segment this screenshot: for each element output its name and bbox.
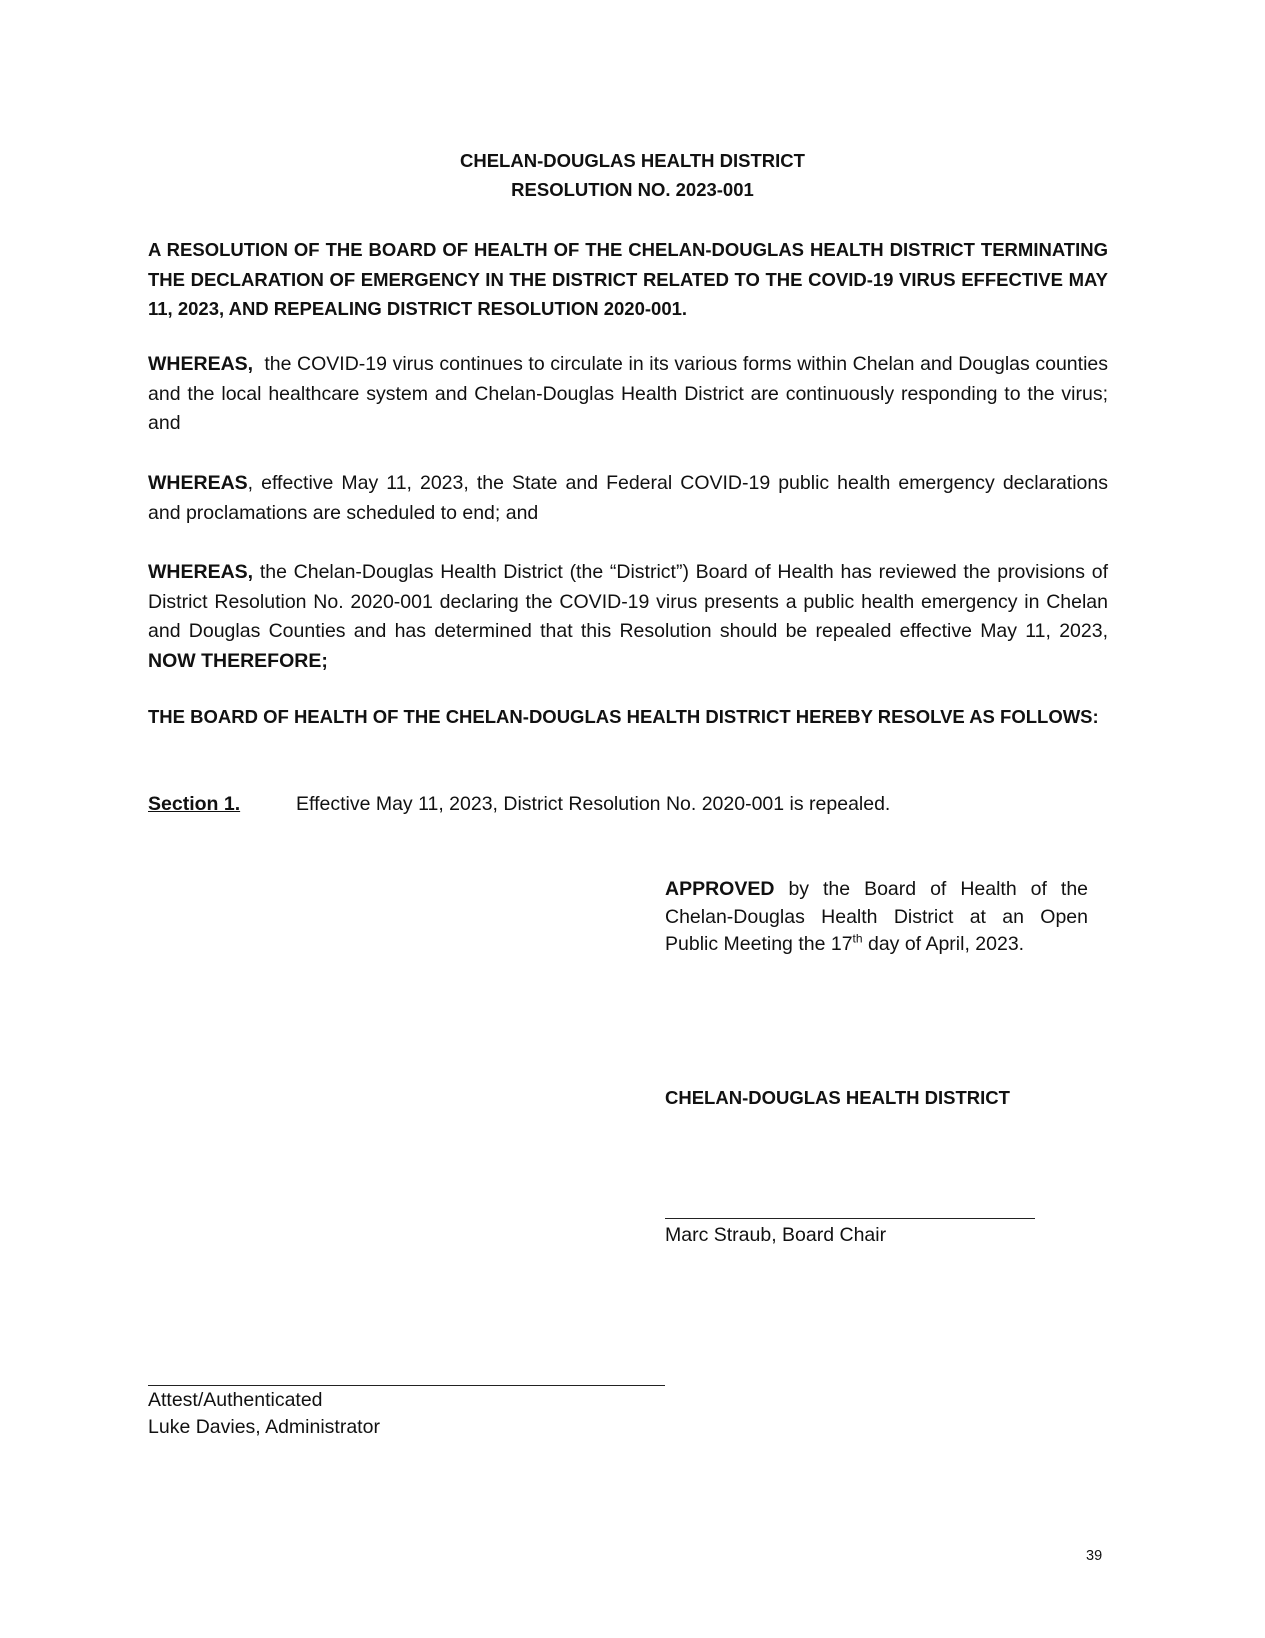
whereas-lead: WHEREAS, [148,561,254,583]
section-label: Section 1. [148,793,241,815]
now-therefore: NOW THEREFORE; [148,649,328,672]
whereas-clause-1 [148,350,1108,439]
signature-district: CHELAN-DOUGLAS HEALTH DISTRICT [665,1087,1010,1108]
whereas-text: the COVID-19 virus continues to circulate in its various forms within Chelan and Douglas counties and the local healthcare system and Chelan-Douglas Health District are continuously responding to the virus; and [148,353,1108,434]
attest-label: Attest/Authenticated [148,1389,323,1411]
administrator-name: Luke Davies, Administrator [148,1416,380,1438]
resolution-number: RESOLUTION NO. 2023-001 [511,179,754,200]
whereas-lead: WHEREAS [148,472,248,494]
section-1 [148,790,890,819]
board-chair-name: Marc Straub, Board Chair [665,1224,887,1246]
approval-text: by the Board of Health of the Chelan-Douglas Health District at an Open Public Meeting the 17 [665,878,1089,955]
whereas-lead: WHEREAS, [148,353,254,375]
chair-signature-line [665,1218,1035,1219]
whereas-text: , effective May 11, 2023, the State and Federal COVID-19 public health emergency declarations and proclamations are scheduled to end; and [148,472,1108,524]
administrator-signature-line [148,1385,665,1386]
resolution-title: A RESOLUTION OF THE BOARD OF HEALTH OF THE CHELAN-DOUGLAS HEALTH DISTRICT TERMINATING THE DECLARATION OF EMERGENCY IN THE DISTRICT RELATED TO THE COVID-19 VIRUS EFFECTIVE MAY 11, 2023, AND REPEALING DISTRICT RESOLUTION 2020-001. [148,239,1108,319]
approved-lead: APPROVED [665,878,775,900]
approval-statement [665,876,1088,959]
ordinal-suffix: th [852,931,863,946]
page-number: 39 [1086,1548,1103,1564]
whereas-text: the Chelan-Douglas Health District (the “District”) Board of Health has reviewed the provisions of District Resolution No. 2020-001 declaring the COVID-19 virus presents a public health emergency in Chelan and Douglas Counties and has determined that this Resolution should be repealed effective May 11, 2023, [148,561,1108,642]
section-text: Effective May 11, 2023, District Resolution No. 2020-001 is repealed. [296,793,891,815]
whereas-clause-2 [148,469,1108,528]
approval-date: day of April, 2023. [867,933,1025,955]
district-heading: CHELAN-DOUGLAS HEALTH DISTRICT [460,150,805,171]
whereas-clause-3 [148,558,1108,676]
resolve-statement: THE BOARD OF HEALTH OF THE CHELAN-DOUGLAS HEALTH DISTRICT HEREBY RESOLVE AS FOLLOWS: [148,706,1099,727]
